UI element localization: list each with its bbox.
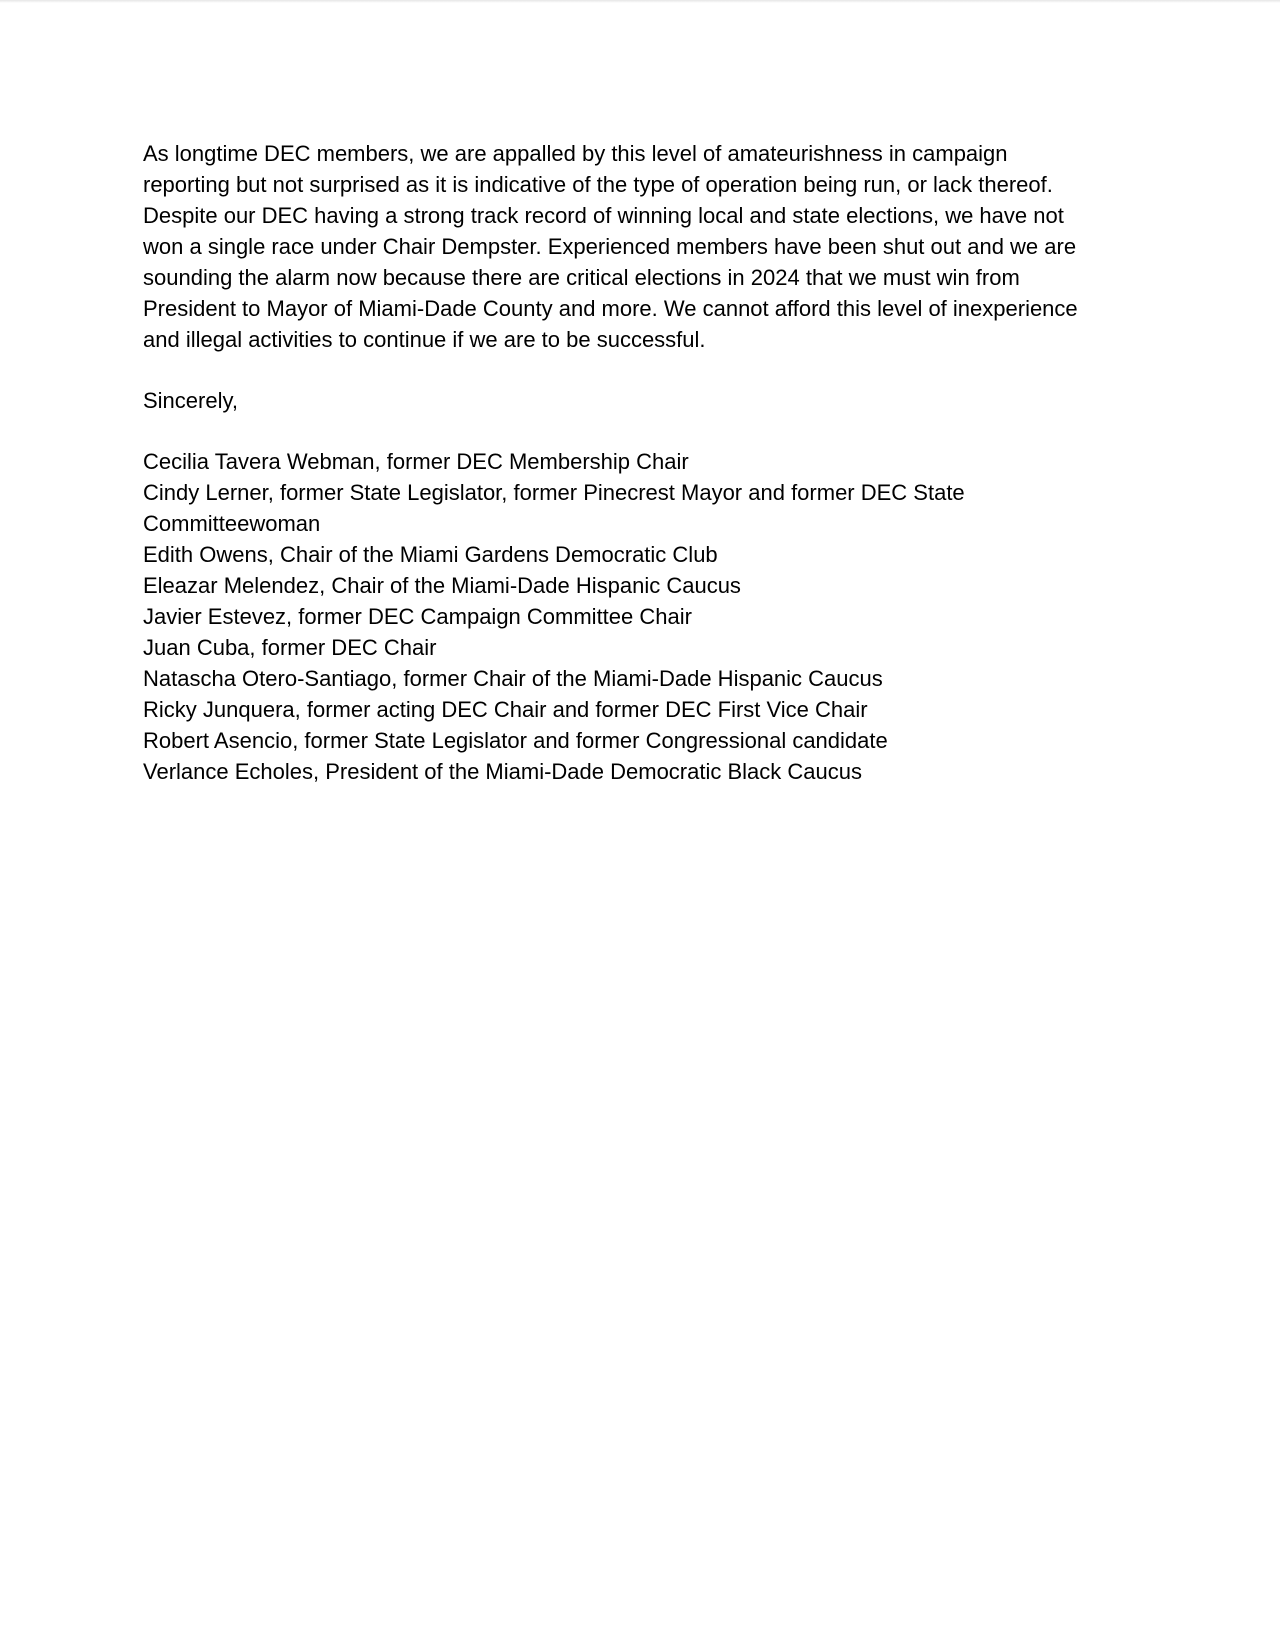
signer-line: Robert Asencio, former State Legislator and former Congressional candidate: [143, 728, 888, 753]
paragraph-line: reporting but not surprised as it is indicative of the type of operation being run, or lack thereof.: [143, 172, 1053, 197]
letter-page: [143, 138, 1153, 787]
paragraph-line: and illegal activities to continue if we are to be successful.: [143, 327, 706, 352]
paragraph-line: won a single race under Chair Dempster. Experienced members have been shut out and we are: [143, 234, 1077, 259]
signer-line: Verlance Echoles, President of the Miami-Dade Democratic Black Caucus: [143, 759, 862, 784]
paragraph-line: As longtime DEC members, we are appalled by this level of amateurishness in campaign: [143, 141, 1008, 166]
letter-closing: Sincerely,: [143, 388, 238, 413]
signer-line: Committeewoman: [143, 511, 321, 536]
signer-line: Javier Estevez, former DEC Campaign Committee Chair: [143, 604, 692, 629]
paragraph-line: President to Mayor of Miami-Dade County and more. We cannot afford this level of inexperience: [143, 296, 1078, 321]
signer-list: [143, 446, 1153, 787]
signer-line: Ricky Junquera, former acting DEC Chair and former DEC First Vice Chair: [143, 697, 868, 722]
page-top-edge: [0, 0, 1280, 3]
paragraph-line: Despite our DEC having a strong track record of winning local and state elections, we have not: [143, 203, 1064, 228]
signer-line: Natascha Otero-Santiago, former Chair of the Miami-Dade Hispanic Caucus: [143, 666, 883, 691]
letter-body-paragraph: [143, 138, 1153, 355]
signer-line: Juan Cuba, former DEC Chair: [143, 635, 437, 660]
signer-line: Eleazar Melendez, Chair of the Miami-Dade Hispanic Caucus: [143, 573, 741, 598]
signer-line: Cindy Lerner, former State Legislator, former Pinecrest Mayor and former DEC State: [143, 480, 965, 505]
paragraph-line: sounding the alarm now because there are critical elections in 2024 that we must win from: [143, 265, 1020, 290]
signer-line: Edith Owens, Chair of the Miami Gardens Democratic Club: [143, 542, 718, 567]
signer-line: Cecilia Tavera Webman, former DEC Membership Chair: [143, 449, 689, 474]
